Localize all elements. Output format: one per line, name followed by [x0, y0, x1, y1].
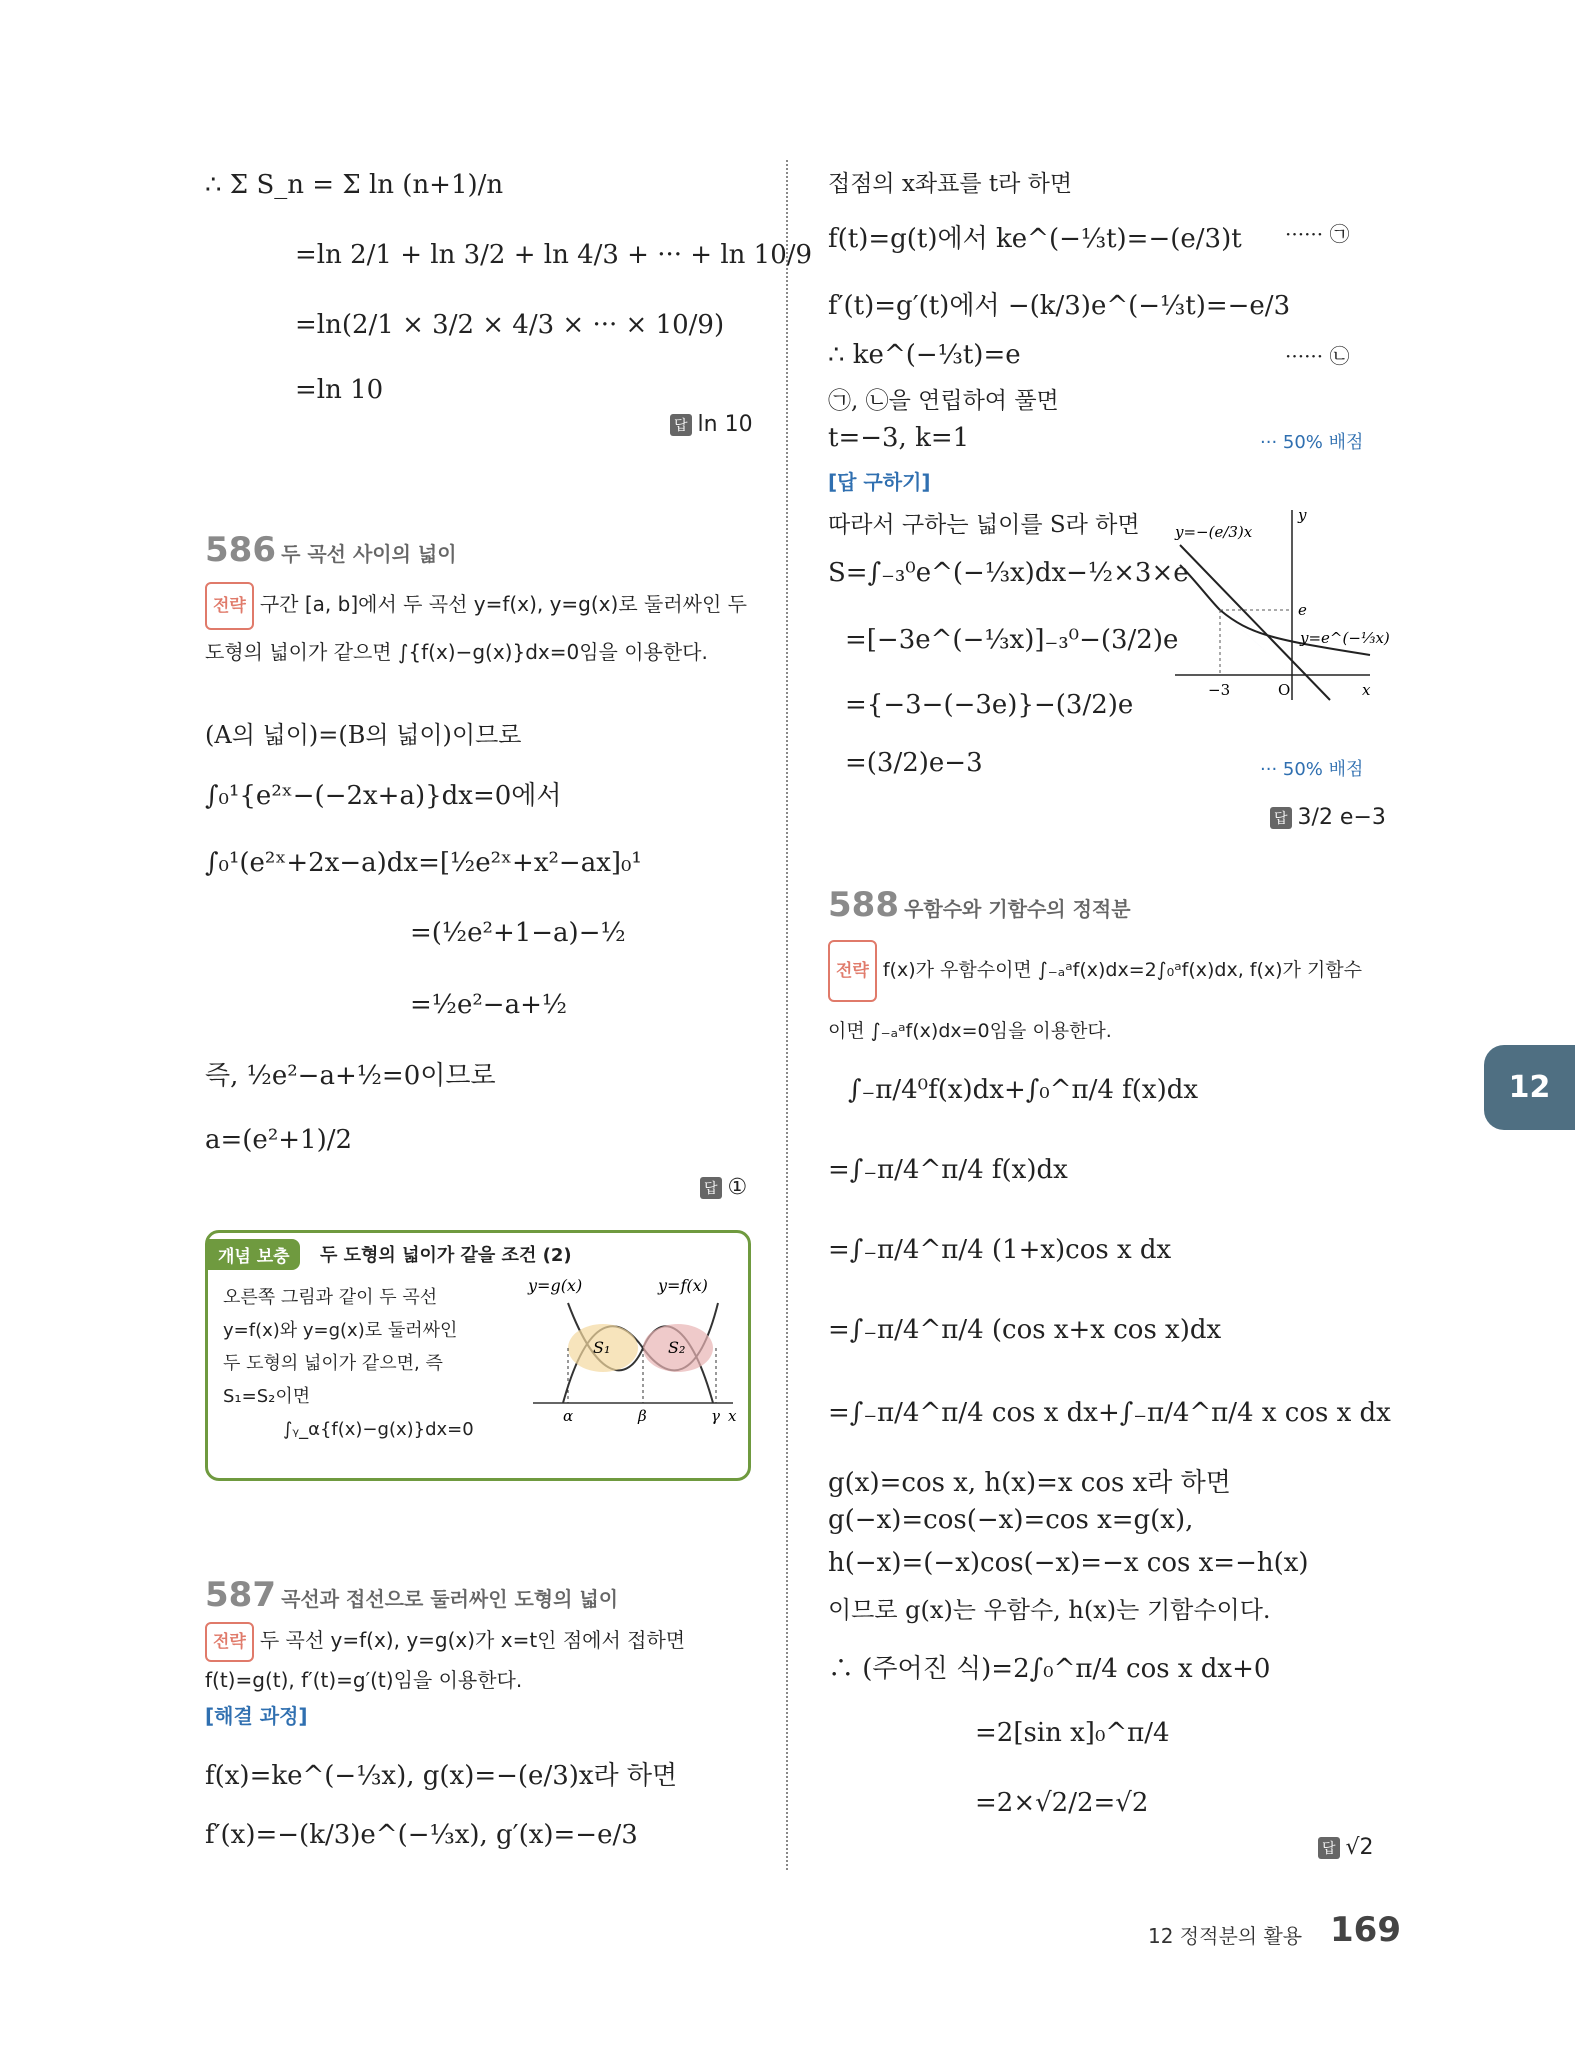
answer-585: 답 ln 10: [670, 412, 753, 437]
r-mark-1: ······ ㉠: [1285, 222, 1350, 246]
answer-label: 답: [670, 414, 692, 436]
p586-line-3: ∫₀¹(e²ˣ+2x−a)dx=[½e²ˣ+x²−ax]₀¹: [205, 848, 642, 878]
concept-figure: [528, 1273, 738, 1423]
problem-587-strategy: 전략 두 곡선 y=f(x), y=g(x)가 x=t인 점에서 접하면 f(t)=g(t), f′(t)=g′(t)임을 이용한다.: [205, 1622, 750, 1698]
r-line-4: ∴ ke^(−⅓t)=e: [828, 340, 1021, 370]
fig-s1: S₁: [593, 1338, 611, 1357]
r-mark-2: ······ ㉡: [1285, 344, 1350, 368]
q-line-9: 이므로 g(x)는 우함수, h(x)는 기함수이다.: [828, 1596, 1271, 1624]
graph-o: O: [1278, 681, 1291, 699]
q-line-12: =2×√2/2=√2: [975, 1788, 1149, 1818]
p586-line-2: ∫₀¹{e²ˣ−(−2x+a)}dx=0에서: [205, 781, 562, 811]
problem-586-header: [205, 530, 457, 570]
problem-586-strategy: 전략 구간 [a, b]에서 두 곡선 y=f(x), y=g(x)로 둘러싸인 두 도형의 넓이가 같으면 ∫{f(x)−g(x)}dx=0임을 이용한다.: [205, 582, 750, 674]
r-line-11: =(3/2)e−3: [845, 748, 983, 778]
tangent-graph: [1170, 505, 1390, 705]
score-1: ··· 50% 배점: [1260, 432, 1364, 453]
r-line-1: 접점의 x좌표를 t라 하면: [828, 171, 1073, 197]
footer-chapter: 12 정적분의 활용: [1148, 1924, 1303, 1948]
p586-line-7: a=(e²+1)/2: [205, 1125, 353, 1155]
chapter-tab: 12: [1484, 1045, 1575, 1130]
graph-m3: −3: [1208, 681, 1231, 699]
r-line-3: f′(t)=g′(t)에서 −(k/3)e^(−⅓t)=−e/3: [828, 291, 1291, 321]
fig-label-f: y=f(x): [658, 1276, 708, 1295]
q-line-4: =∫₋π/4^π/4 (cos x+x cos x)dx: [828, 1315, 1222, 1345]
fig-alpha: α: [563, 1407, 574, 1425]
q-line-5: =∫₋π/4^π/4 cos x dx+∫₋π/4^π/4 x cos x dx: [828, 1398, 1391, 1428]
q-line-10: ∴ (주어진 식)=2∫₀^π/4 cos x dx+0: [828, 1654, 1271, 1684]
fig-beta: β: [638, 1407, 647, 1425]
p587-process: [해결 과정]: [205, 1704, 308, 1728]
graph-y: y: [1298, 506, 1307, 524]
q-line-3: =∫₋π/4^π/4 (1+x)cos x dx: [828, 1235, 1172, 1265]
q-line-7: g(−x)=cos(−x)=cos x=g(x),: [828, 1505, 1194, 1535]
column-divider: [786, 160, 788, 1870]
p586-line-4: =(½e²+1−a)−½: [410, 918, 626, 948]
p586-line-1: (A의 넓이)=(B의 넓이)이므로: [205, 721, 522, 749]
r-line-6: t=−3, k=1: [828, 423, 970, 453]
sum-line-4: =ln 10: [295, 375, 384, 405]
p587-line-1: f(x)=ke^(−⅓x), g(x)=−(e/3)x라 하면: [205, 1761, 678, 1791]
fig-label-g: y=g(x): [528, 1276, 583, 1295]
problem-588-strategy: 전략 f(x)가 우함수이면 ∫₋ₐᵃf(x)dx=2∫₀ᵃf(x)dx, f(x)가 기함수이면 ∫₋ₐᵃf(x)dx=0임을 이용한다.: [828, 940, 1373, 1060]
r-answer-head: [답 구하기]: [828, 470, 931, 494]
page-number: 169: [1330, 1910, 1401, 1950]
answer-586: 답 ①: [700, 1175, 747, 1200]
concept-box: [205, 1230, 751, 1481]
answer-588: 답 √2: [1318, 1835, 1374, 1860]
q-line-8: h(−x)=(−x)cos(−x)=−x cos x=−h(x): [828, 1548, 1309, 1578]
fig-gamma: γ: [711, 1407, 720, 1425]
concept-box-head: 개념 보충: [208, 1239, 300, 1270]
graph-x: x: [1362, 681, 1371, 699]
p587-line-2: f′(x)=−(k/3)e^(−⅓x), g′(x)=−e/3: [205, 1820, 638, 1850]
r-line-2: f(t)=g(t)에서 ke^(−⅓t)=−(e/3)t: [828, 224, 1242, 254]
graph-line-label: y=−(e/3)x: [1175, 523, 1253, 541]
graph-curve-label: y=e^(−⅓x): [1300, 629, 1390, 647]
q-line-2: =∫₋π/4^π/4 f(x)dx: [828, 1155, 1068, 1185]
concept-box-text: 오른쪽 그림과 같이 두 곡선 y=f(x)와 y=g(x)로 둘러싸인 두 도형의 넓이가 같으면, 즉 S₁=S₂이면 ∫ᵧ_α{f(x)−g(x)}dx=0: [223, 1287, 474, 1440]
fig-x: x: [728, 1407, 737, 1425]
r-line-10: ={−3−(−3e)}−(3/2)e: [845, 690, 1134, 720]
problem-title: 두 곡선 사이의 넓이: [281, 542, 457, 566]
r-line-8: S=∫₋₃⁰e^(−⅓x)dx−½×3×e: [828, 558, 1189, 588]
q-line-11: =2[sin x]₀^π/4: [975, 1718, 1170, 1748]
p586-line-5: =½e²−a+½: [410, 990, 568, 1020]
concept-box-title: 두 도형의 넓이가 같을 조건 (2): [320, 1245, 572, 1266]
p586-line-6: 즉, ½e²−a+½=0이므로: [205, 1061, 496, 1091]
answer-587: 답 3/2 e−3: [1270, 805, 1386, 830]
strategy-badge: 전략: [205, 582, 254, 630]
problem-588-header: 588 우함수와 기함수의 정적분: [828, 885, 1131, 925]
r-line-9: =[−3e^(−⅓x)]₋₃⁰−(3/2)e: [845, 625, 1179, 655]
problem-number: 586: [205, 530, 276, 570]
score-2: ··· 50% 배점: [1260, 759, 1364, 780]
graph-e: e: [1298, 601, 1307, 619]
sum-line-2: =ln 2/1 + ln 3/2 + ln 4/3 + ··· + ln 10/9: [295, 240, 813, 270]
problem-587-header: 587 곡선과 접선으로 둘러싸인 도형의 넓이: [205, 1575, 619, 1615]
q-line-1: ∫₋π/4⁰f(x)dx+∫₀^π/4 f(x)dx: [848, 1075, 1199, 1105]
r-line-7: 따라서 구하는 넓이를 S라 하면: [828, 512, 1140, 538]
r-line-5: ㉠, ㉡을 연립하여 풀면: [828, 388, 1059, 414]
sum-line-3: =ln(2/1 × 3/2 × 4/3 × ··· × 10/9): [295, 310, 725, 340]
fig-s2: S₂: [668, 1338, 686, 1357]
q-line-6: g(x)=cos x, h(x)=x cos x라 하면: [828, 1468, 1231, 1498]
sum-line-1: ∴ Σ S_n = Σ ln (n+1)/n: [205, 170, 504, 200]
